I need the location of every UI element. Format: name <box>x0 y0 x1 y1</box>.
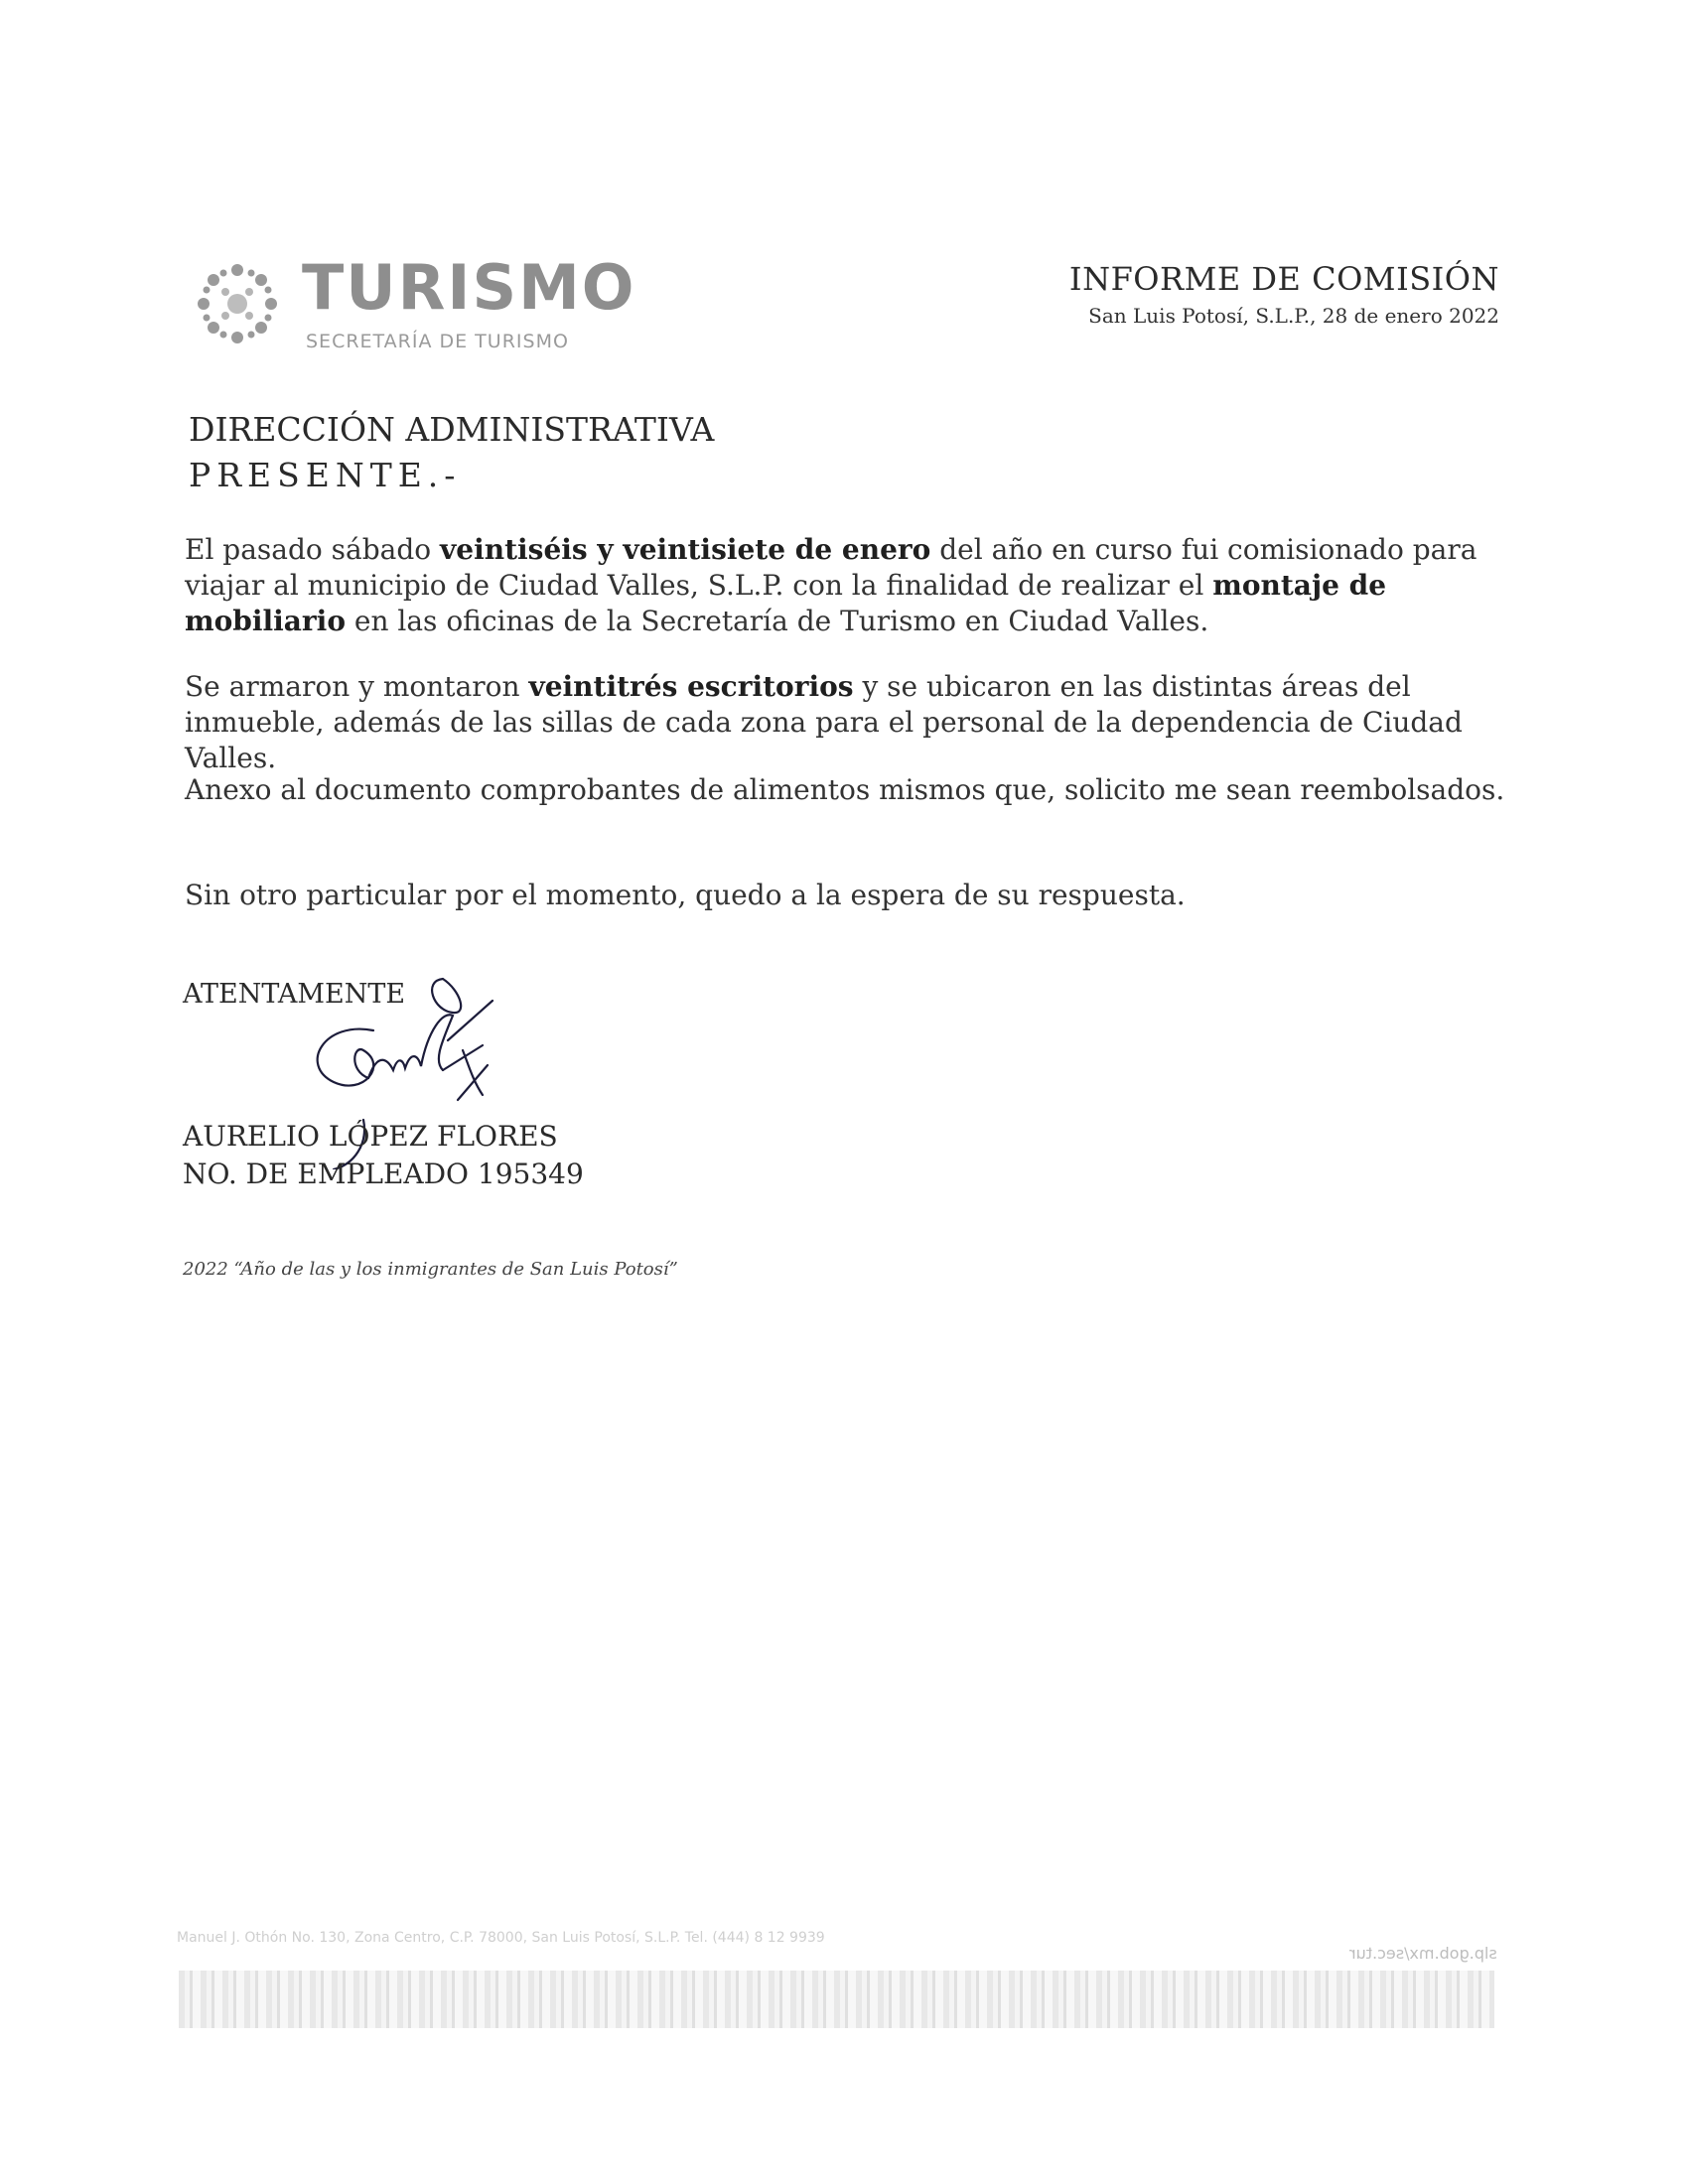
body-paragraph-4: Sin otro particular por el momento, quedo a la espera de su respuesta. <box>185 879 1186 911</box>
body-paragraph-3: Anexo al documento comprobantes de alimentos mismos que, solicito me sean reembolsados. <box>185 773 1505 806</box>
body-text: y se ubicaron en las distintas áreas del inmueble, además de las sillas de cada zona para el personal de la dependencia de Ciudad Valles. <box>185 670 1463 774</box>
year-motto: 2022 “Año de las y los inmigrantes de San Luis Potosí” <box>183 1259 678 1280</box>
body-text: El pasado sábado <box>185 533 441 566</box>
logo-subtitle: SECRETARÍA DE TURISMO <box>306 331 569 352</box>
signer-employee-number: NO. DE EMPLEADO 195349 <box>183 1158 584 1190</box>
body-emphasis: veintitrés escritorios <box>528 670 854 703</box>
body-emphasis: montaje de mobiliario <box>185 569 1387 637</box>
addressee-department: DIRECCIÓN ADMINISTRATIVA <box>189 410 715 449</box>
secretaria-turismo-logo <box>191 251 657 360</box>
body-text: en las oficinas de la Secretaría de Turismo en Ciudad Valles. <box>346 605 1209 637</box>
signer-name: AURELIO LÓPEZ FLORES <box>183 1120 558 1153</box>
document-place-date: San Luis Potosí, S.L.P., 28 de enero 2022 <box>1088 304 1499 328</box>
body-paragraph-2 <box>185 669 1505 776</box>
body-paragraph-1 <box>185 532 1505 639</box>
closing-word: ATENTAMENTE <box>183 979 406 1010</box>
footer-address: Manuel J. Othón No. 130, Zona Centro, C.P. 78000, San Luis Potosí, S.L.P. Tel. (444) 8 12 9939 <box>177 1930 825 1946</box>
addressee-salutation: PRESENTE.- <box>189 456 462 494</box>
footer-decorative-band <box>179 1971 1494 2028</box>
logo-emblem-icon <box>191 257 284 350</box>
body-text: del año en curso fui comisionado para viajar al municipio de Ciudad Valles, S.L.P. con la finalidad de realizar el <box>185 533 1477 602</box>
logo-wordmark: TURISMO <box>302 251 636 324</box>
addressee-block <box>189 407 714 498</box>
signer-block <box>183 1118 584 1193</box>
footer-website: slp.gob.mx/sec.tur <box>1349 1944 1497 1963</box>
body-text: Se armaron y montaron <box>185 670 529 703</box>
document-title: INFORME DE COMISIÓN <box>1068 260 1499 298</box>
body-emphasis: veintiséis y veintisiete de enero <box>440 533 931 566</box>
